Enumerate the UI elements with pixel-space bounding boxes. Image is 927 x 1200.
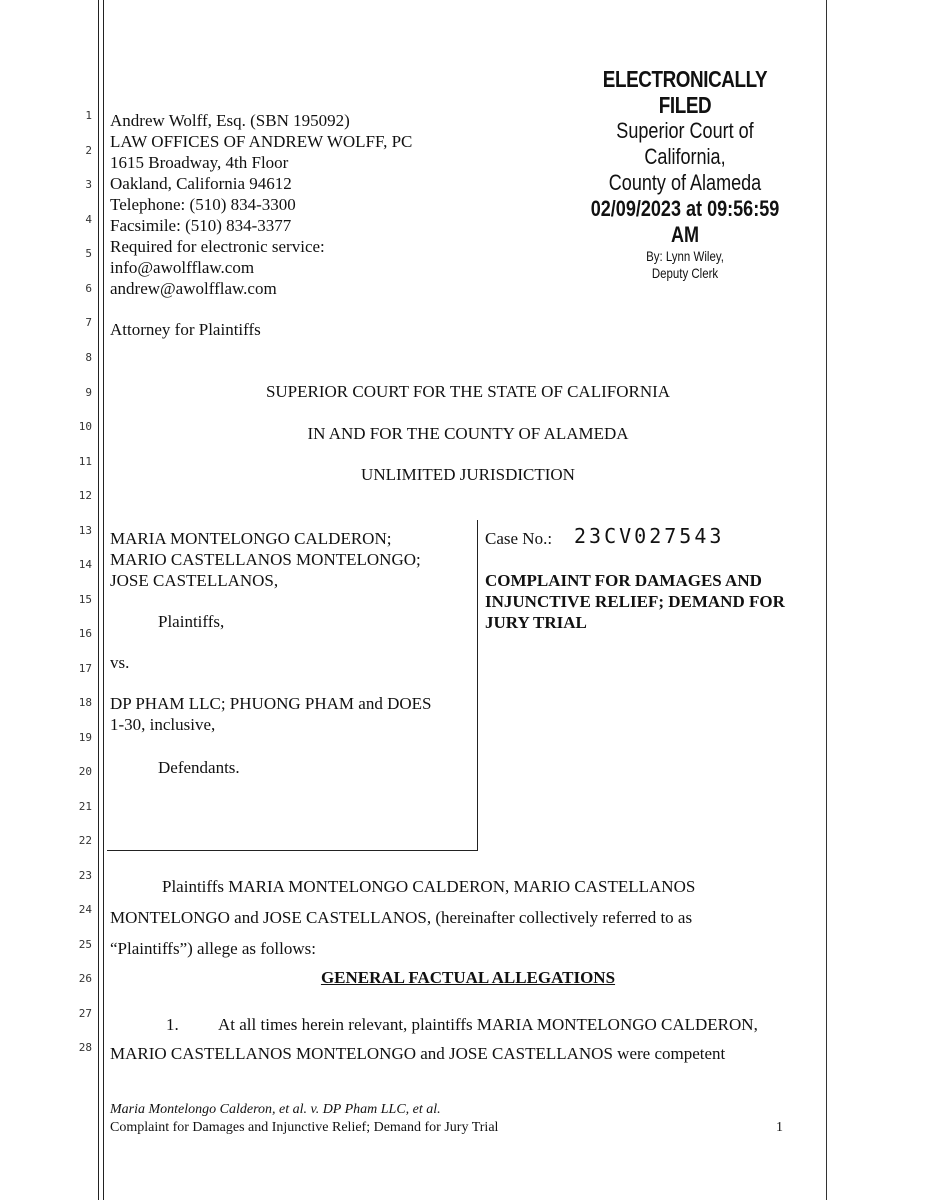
line-number: 9 xyxy=(85,386,92,399)
intro-line-1: Plaintiffs MARIA MONTELONGO CALDERON, MARIO CASTELLANOS xyxy=(162,877,696,896)
attorney-role: Attorney for Plaintiffs xyxy=(110,320,261,339)
page-number: 1 xyxy=(776,1120,783,1135)
line-number: 20 xyxy=(78,765,92,778)
defendants-1: DP PHAM LLC; PHUONG PHAM and DOES xyxy=(110,694,432,713)
line-number: 3 xyxy=(85,178,92,191)
line-number: 10 xyxy=(78,420,92,433)
footer-document-title: Complaint for Damages and Injunctive Relief; Demand for Jury Trial xyxy=(110,1120,499,1135)
attorney-name: Andrew Wolff, Esq. (SBN 195092) xyxy=(110,111,350,130)
defendants-2: 1-30, inclusive, xyxy=(110,715,216,734)
line-number: 1 xyxy=(85,109,92,122)
line-number: 5 xyxy=(85,247,92,260)
line-number: 17 xyxy=(78,662,92,675)
law-firm: LAW OFFICES OF ANDREW WOLFF, PC xyxy=(110,132,413,151)
line-number: 26 xyxy=(78,972,92,985)
plaintiffs-label: Plaintiffs, xyxy=(158,612,225,631)
case-no-label: Case No.: xyxy=(485,529,553,548)
line-number: 23 xyxy=(78,869,92,882)
line-number: 15 xyxy=(78,593,92,606)
line-number: 24 xyxy=(78,903,92,916)
defendants-label: Defendants. xyxy=(158,758,240,777)
stamp-county: County of Alameda xyxy=(608,170,762,195)
line-number: 13 xyxy=(78,524,92,537)
plaintiff-2: MARIO CASTELLANOS MONTELONGO; xyxy=(110,550,421,569)
case-number: 23CV027543 xyxy=(574,524,725,548)
email-andrew: andrew@awolfflaw.com xyxy=(110,279,277,298)
line-number: 8 xyxy=(85,351,92,364)
complaint-title-1: COMPLAINT FOR DAMAGES AND xyxy=(485,571,762,590)
line-number: 4 xyxy=(85,213,92,226)
section-heading: GENERAL FACTUAL ALLEGATIONS xyxy=(320,968,616,987)
intro-line-2: MONTELONGO and JOSE CASTELLANOS, (hereinafter collectively referred to as xyxy=(110,908,693,927)
plaintiff-3: JOSE CASTELLANOS, xyxy=(110,571,279,590)
intro-line-3: “Plaintiffs”) allege as follows: xyxy=(110,939,316,958)
address-line-1: 1615 Broadway, 4th Floor xyxy=(110,153,289,172)
email-info: info@awolfflaw.com xyxy=(110,258,255,277)
line-number: 19 xyxy=(78,731,92,744)
line-number: 21 xyxy=(78,800,92,813)
paragraph-1-line-1: At all times herein relevant, plaintiffs MARIA MONTELONGO CALDERON, xyxy=(218,1015,758,1034)
address-line-2: Oakland, California 94612 xyxy=(110,174,292,193)
line-number: 12 xyxy=(78,489,92,502)
line-number: 18 xyxy=(78,696,92,709)
paragraph-1-line-2: MARIO CASTELLANOS MONTELONGO and JOSE CASTELLANOS were competent xyxy=(110,1044,726,1063)
line-number: 25 xyxy=(78,938,92,951)
line-number: 16 xyxy=(78,627,92,640)
telephone: Telephone: (510) 834-3300 xyxy=(110,195,296,214)
line-number: 6 xyxy=(85,282,92,295)
stamp-filed: ELECTRONICALLY FILED xyxy=(602,66,768,118)
service-label: Required for electronic service: xyxy=(110,237,325,256)
left-margin-rule-inner xyxy=(103,0,104,1200)
left-margin-rule xyxy=(98,0,99,1200)
line-number: 22 xyxy=(78,834,92,847)
stamp-datetime: 02/09/2023 at 09:56:59 AM xyxy=(590,196,780,247)
line-number: 27 xyxy=(78,1007,92,1020)
complaint-title-3: JURY TRIAL xyxy=(485,613,587,632)
versus: vs. xyxy=(110,653,130,672)
facsimile: Facsimile: (510) 834-3377 xyxy=(110,216,292,235)
footer-case-title: Maria Montelongo Calderon, et al. v. DP Pham LLC, et al. xyxy=(110,1102,441,1117)
court-jurisdiction: UNLIMITED JURISDICTION xyxy=(361,465,575,484)
line-number: 2 xyxy=(85,144,92,157)
stamp-clerk: By: Lynn Wiley, xyxy=(646,248,724,264)
line-number: 11 xyxy=(78,455,92,468)
line-number: 14 xyxy=(78,558,92,571)
line-number: 7 xyxy=(85,316,92,329)
right-margin-rule xyxy=(826,0,827,1200)
court-county: IN AND FOR THE COUNTY OF ALAMEDA xyxy=(307,424,629,443)
stamp-clerk-title: Deputy Clerk xyxy=(651,265,719,281)
complaint-title-2: INJUNCTIVE RELIEF; DEMAND FOR xyxy=(485,592,785,611)
stamp-court: Superior Court of California, xyxy=(616,118,754,169)
line-number: 28 xyxy=(78,1041,92,1054)
court-name: SUPERIOR COURT FOR THE STATE OF CALIFORNIA xyxy=(265,382,671,401)
filing-stamp xyxy=(560,66,810,282)
plaintiff-1: MARIA MONTELONGO CALDERON; xyxy=(110,529,392,548)
paragraph-number: 1. xyxy=(166,1015,179,1034)
